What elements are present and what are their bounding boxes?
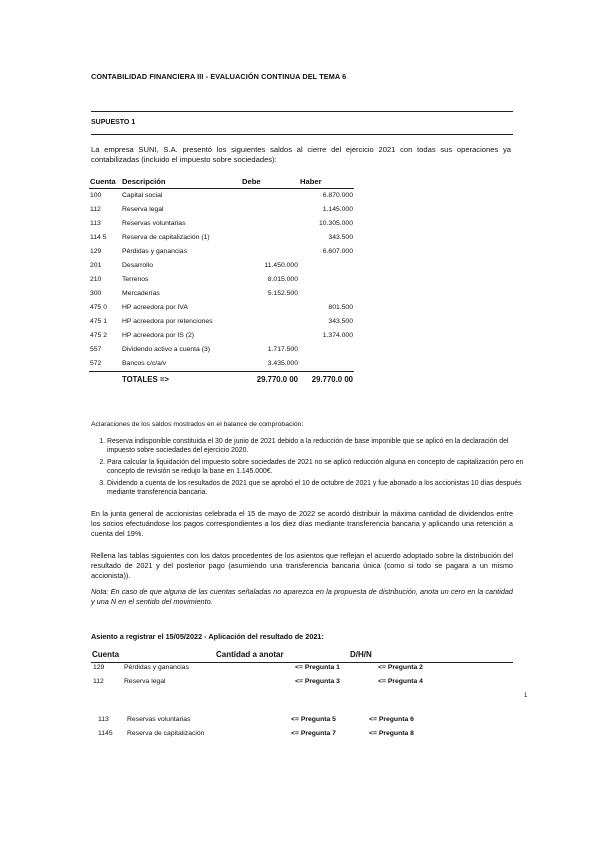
entry-table-header <box>91 650 513 663</box>
table-row <box>89 287 354 301</box>
divider-top <box>91 111 513 112</box>
credit-value: 801.500 <box>328 304 353 311</box>
totals-debit: 29.770.0 00 <box>241 372 299 385</box>
entry-description: Reserva legal <box>124 678 166 685</box>
note-item: 1. Reserva indisponible constituida el 30 de junio de 2021 debido a la reducción de base imponible que se aplicó en la declaración del impuesto sobre sociedades del ejercicio 2020. <box>107 437 527 455</box>
debit-value <box>241 217 299 231</box>
note-item: 3. Dividendo a cuenta de los resultados de 2021 que se aprobó el 10 de octubre de 2021 y fue abonado a los accionistas 10 días después mediante transferencia bancaria. <box>107 479 527 497</box>
account-description: Capital social <box>122 192 163 199</box>
credit-value: 1.374.000 <box>322 332 353 339</box>
notes-intro: Aclaraciones de los saldos mostrados en el balance de comprobación: <box>91 421 304 428</box>
section-label: SUPUESTO 1 <box>91 119 136 126</box>
account-description: HP acreedora por IS (2) <box>122 332 195 339</box>
credit-value: 6.870.000 <box>322 192 353 199</box>
meeting-paragraph: En la junta general de accionistas celebrada el 15 de mayo de 2022 se acordó distribuir la máxima cantidad de dividendos entre los socios efectuándose los pagos correspondientes a los diez días mediante transferencia bancaria y aplicando una retención a cuenta del 19%. <box>91 509 513 538</box>
credit-value <box>299 259 354 273</box>
account-description: Pérdidas y ganancias <box>122 248 187 255</box>
entry-description: Pérdidas y ganancias <box>124 664 189 671</box>
instructions-paragraph: Rellena las tablas siguientes con los datos procedentes de los asientos que reflejan el acuerdo adoptado sobre la distribución del resultado de 2021 y del posterior pago (asumiendo una transferencia bancaria única (como si todo se pagara a un mismo accionista)). <box>91 551 513 580</box>
entry-title: Asiento a registrar el 15/05/2022 - Aplicación del resultado de 2021: <box>91 632 324 641</box>
credit-value: 343.500 <box>328 234 353 241</box>
entry-row <box>91 664 513 675</box>
account-code: 557 <box>90 346 102 353</box>
balance-table-header <box>89 176 354 189</box>
dhn-question: <= Pregunta 6 <box>369 716 414 723</box>
credit-value <box>299 273 354 287</box>
page-number: 1 <box>524 693 528 699</box>
entry-row <box>91 716 513 727</box>
debit-value <box>241 329 299 343</box>
amount-question: <= Pregunta 5 <box>291 716 336 723</box>
credit-value <box>299 343 354 357</box>
totals-row <box>89 372 354 385</box>
totals-credit: 29.770.0 00 <box>299 372 354 385</box>
entry-account: 113 <box>98 716 109 723</box>
dhn-question: <= Pregunta 2 <box>378 664 423 671</box>
note-paragraph: Nota: En caso de que alguna de las cuentas señaladas no aparezca en la propuesta de distribución, anota un cero en la cantidad y una N en el sentido del movimiento. <box>91 587 513 606</box>
entry-description: Reserva de capitalización <box>127 730 205 737</box>
amount-question: <= Pregunta 3 <box>295 678 340 685</box>
intro-paragraph: La empresa SUNI, S.A. presentó los siguientes saldos al cierre del ejercicio 2021 con todas sus operaciones ya contabilizadas (incluido el impuesto sobre sociedades): <box>91 145 511 164</box>
entry-header-dhn: D/H/N <box>350 650 372 659</box>
entry-header-amount: Cantidad a anotar <box>216 650 284 659</box>
amount-question: <= Pregunta 1 <box>295 664 340 671</box>
account-code: 300 <box>90 290 102 297</box>
credit-value: 10.305.000 <box>318 220 353 227</box>
account-code: 210 <box>90 276 102 283</box>
debit-value <box>241 245 299 259</box>
account-code: 572 <box>90 360 102 367</box>
header-account: Cuenta <box>89 176 121 189</box>
debit-value <box>241 203 299 217</box>
account-description: Desarrollo <box>122 262 153 269</box>
debit-value: 3.435.000 <box>267 360 298 367</box>
table-row <box>89 315 354 329</box>
debit-value <box>241 231 299 245</box>
account-description: Dividendo activo a cuenta (3) <box>122 346 211 353</box>
debit-value: 1.717.500 <box>267 346 298 353</box>
header-description: Descripción <box>121 176 241 189</box>
account-description: Terrenos <box>122 276 149 283</box>
account-description: Bancos c/c/a/v <box>122 360 167 367</box>
account-description: Reserva legal <box>122 206 164 213</box>
credit-value: 6.607.000 <box>322 248 353 255</box>
table-row <box>89 203 354 217</box>
account-code: 100 <box>90 192 102 199</box>
balance-table <box>89 176 354 384</box>
table-row <box>89 231 354 245</box>
debit-value <box>241 189 299 204</box>
table-row <box>89 301 354 315</box>
table-row <box>89 329 354 343</box>
account-description: Reservas voluntarias <box>122 220 186 227</box>
entry-account: 112 <box>93 678 104 685</box>
dhn-question: <= Pregunta 8 <box>369 730 414 737</box>
account-description: Mercaderías <box>122 290 160 297</box>
debit-value <box>241 301 299 315</box>
entry-description: Reservas voluntarias <box>127 716 191 723</box>
notes-list <box>91 437 527 500</box>
divider-section <box>91 134 513 135</box>
table-row <box>89 189 354 204</box>
account-code: 129 <box>90 248 102 255</box>
entry-account: 1145 <box>98 730 113 737</box>
entry-row <box>91 730 513 741</box>
entry-header-account: Cuenta <box>92 650 120 659</box>
table-row <box>89 343 354 357</box>
credit-value: 343.500 <box>328 318 353 325</box>
account-code: 475 0 <box>90 304 108 311</box>
account-description: HP acreedora por retenciones <box>122 318 213 325</box>
credit-value <box>299 357 354 372</box>
account-code: 475 2 <box>90 332 108 339</box>
debit-value <box>241 315 299 329</box>
header-debit: Debe <box>241 176 299 189</box>
note-item: 2. Para calcular la liquidación del impuesto sobre sociedades de 2021 no se aplicó reducción alguna en concepto de capitalización pero en concepto de revisión se redujo la base en 1.145.000€. <box>107 458 527 476</box>
debit-value: 11.450.000 <box>264 262 298 269</box>
header-credit: Haber <box>299 176 354 189</box>
page-title: CONTABILIDAD FINANCIERA III - EVALUACIÓN CONTINUA DEL TEMA 6 <box>91 72 347 81</box>
account-code: 113 <box>90 220 101 227</box>
account-code: 114 5 <box>90 234 107 241</box>
account-code: 475 1 <box>90 318 108 325</box>
table-row <box>89 259 354 273</box>
account-description: HP acreedora por IVA <box>122 304 188 311</box>
credit-value: 1.145.000 <box>322 206 353 213</box>
account-description: Reserva de capitalización (1) <box>122 234 210 241</box>
entry-account: 129 <box>93 664 105 671</box>
credit-value <box>299 287 354 301</box>
table-row <box>89 357 354 372</box>
account-code: 112 <box>90 206 101 213</box>
entry-row <box>91 678 513 689</box>
debit-value: 5.152.500 <box>267 290 298 297</box>
account-code: 201 <box>90 262 102 269</box>
table-row <box>89 273 354 287</box>
debit-value: 8.015.000 <box>267 276 298 283</box>
amount-question: <= Pregunta 7 <box>291 730 336 737</box>
table-row <box>89 245 354 259</box>
table-row <box>89 217 354 231</box>
totals-label: TOTALES => <box>121 372 241 385</box>
dhn-question: <= Pregunta 4 <box>378 678 423 685</box>
